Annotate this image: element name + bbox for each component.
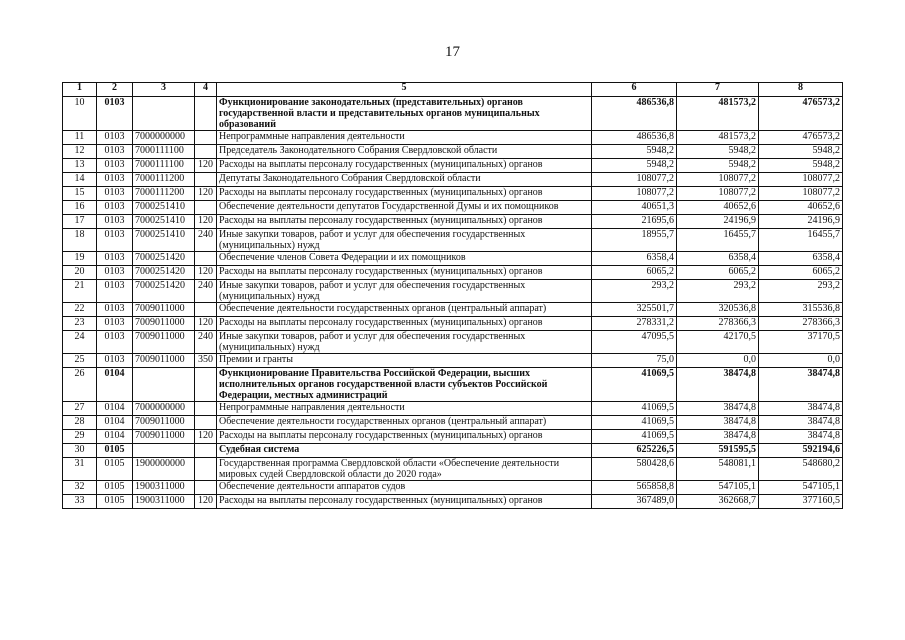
item-name: Обеспечение деятельности государственных органов (центральный аппарат) bbox=[217, 416, 592, 430]
item-name: Функционирование Правительства Российской Федерации, высших исполнительных органов государственной власти субъектов Российской Федерации, местных администраций bbox=[217, 368, 592, 402]
row-number: 30 bbox=[63, 444, 97, 458]
item-name: Непрограммные направления деятельности bbox=[217, 402, 592, 416]
table-row bbox=[63, 252, 843, 266]
section-code: 0105 bbox=[97, 495, 133, 509]
expense-type-code bbox=[195, 458, 217, 481]
row-number: 33 bbox=[63, 495, 97, 509]
row-number: 23 bbox=[63, 317, 97, 331]
row-number: 15 bbox=[63, 187, 97, 201]
section-code: 0103 bbox=[97, 215, 133, 229]
section-code: 0103 bbox=[97, 303, 133, 317]
header-col-7: 7 bbox=[677, 83, 759, 97]
section-code: 0103 bbox=[97, 280, 133, 303]
section-code: 0103 bbox=[97, 354, 133, 368]
target-article-code: 7009011000 bbox=[133, 331, 195, 354]
amount-col-6: 278331,2 bbox=[592, 317, 677, 331]
amount-col-8: 108077,2 bbox=[759, 187, 843, 201]
row-number: 31 bbox=[63, 458, 97, 481]
section-code: 0103 bbox=[97, 187, 133, 201]
row-number: 19 bbox=[63, 252, 97, 266]
amount-col-7: 16455,7 bbox=[677, 229, 759, 252]
amount-col-8: 16455,7 bbox=[759, 229, 843, 252]
expense-type-code: 120 bbox=[195, 495, 217, 509]
table-row bbox=[63, 266, 843, 280]
table-row bbox=[63, 430, 843, 444]
item-name: Иные закупки товаров, работ и услуг для обеспечения государственных (муниципальных) нужд bbox=[217, 331, 592, 354]
expense-type-code: 120 bbox=[195, 430, 217, 444]
item-name: Премии и гранты bbox=[217, 354, 592, 368]
table-row bbox=[63, 303, 843, 317]
table-row bbox=[63, 458, 843, 481]
amount-col-8: 6358,4 bbox=[759, 252, 843, 266]
table-row bbox=[63, 495, 843, 509]
amount-col-8: 37170,5 bbox=[759, 331, 843, 354]
target-article-code: 7000251410 bbox=[133, 229, 195, 252]
expense-type-code: 350 bbox=[195, 354, 217, 368]
target-article-code: 7000111200 bbox=[133, 187, 195, 201]
item-name: Иные закупки товаров, работ и услуг для обеспечения государственных (муниципальных) нужд bbox=[217, 280, 592, 303]
amount-col-6: 5948,2 bbox=[592, 159, 677, 173]
table-row bbox=[63, 159, 843, 173]
row-number: 28 bbox=[63, 416, 97, 430]
expense-type-code bbox=[195, 368, 217, 402]
amount-col-7: 320536,8 bbox=[677, 303, 759, 317]
amount-col-7: 38474,8 bbox=[677, 402, 759, 416]
expense-type-code: 120 bbox=[195, 215, 217, 229]
target-article-code bbox=[133, 444, 195, 458]
target-article-code: 7000111200 bbox=[133, 173, 195, 187]
target-article-code: 7000111100 bbox=[133, 159, 195, 173]
amount-col-6: 40651,3 bbox=[592, 201, 677, 215]
expense-type-code: 120 bbox=[195, 317, 217, 331]
expense-type-code: 120 bbox=[195, 187, 217, 201]
row-number: 22 bbox=[63, 303, 97, 317]
section-code: 0103 bbox=[97, 131, 133, 145]
amount-col-7: 362668,7 bbox=[677, 495, 759, 509]
amount-col-6: 486536,8 bbox=[592, 97, 677, 131]
amount-col-8: 38474,8 bbox=[759, 368, 843, 402]
amount-col-8: 38474,8 bbox=[759, 416, 843, 430]
target-article-code bbox=[133, 97, 195, 131]
amount-col-7: 0,0 bbox=[677, 354, 759, 368]
table-row bbox=[63, 215, 843, 229]
amount-col-8: 315536,8 bbox=[759, 303, 843, 317]
section-code: 0104 bbox=[97, 416, 133, 430]
amount-col-7: 481573,2 bbox=[677, 131, 759, 145]
target-article-code: 7009011000 bbox=[133, 317, 195, 331]
amount-col-7: 591595,5 bbox=[677, 444, 759, 458]
table-row bbox=[63, 481, 843, 495]
amount-col-7: 6358,4 bbox=[677, 252, 759, 266]
amount-col-6: 325501,7 bbox=[592, 303, 677, 317]
item-name: Расходы на выплаты персоналу государственных (муниципальных) органов bbox=[217, 430, 592, 444]
item-name: Иные закупки товаров, работ и услуг для обеспечения государственных (муниципальных) нужд bbox=[217, 229, 592, 252]
amount-col-8: 40652,6 bbox=[759, 201, 843, 215]
section-code: 0103 bbox=[97, 252, 133, 266]
target-article-code: 7009011000 bbox=[133, 303, 195, 317]
amount-col-6: 18955,7 bbox=[592, 229, 677, 252]
row-number: 12 bbox=[63, 145, 97, 159]
item-name: Обеспечение членов Совета Федерации и их помощников bbox=[217, 252, 592, 266]
expense-type-code bbox=[195, 173, 217, 187]
amount-col-8: 0,0 bbox=[759, 354, 843, 368]
section-code: 0103 bbox=[97, 159, 133, 173]
table-row bbox=[63, 131, 843, 145]
table-row bbox=[63, 444, 843, 458]
amount-col-6: 580428,6 bbox=[592, 458, 677, 481]
target-article-code: 7000111100 bbox=[133, 145, 195, 159]
section-code: 0105 bbox=[97, 458, 133, 481]
amount-col-8: 548680,2 bbox=[759, 458, 843, 481]
item-name: Расходы на выплаты персоналу государственных (муниципальных) органов bbox=[217, 495, 592, 509]
row-number: 11 bbox=[63, 131, 97, 145]
amount-col-6: 21695,6 bbox=[592, 215, 677, 229]
row-number: 13 bbox=[63, 159, 97, 173]
header-col-2: 2 bbox=[97, 83, 133, 97]
amount-col-8: 38474,8 bbox=[759, 402, 843, 416]
table-row bbox=[63, 402, 843, 416]
section-code: 0103 bbox=[97, 97, 133, 131]
expense-type-code: 120 bbox=[195, 159, 217, 173]
target-article-code: 1900311000 bbox=[133, 495, 195, 509]
table-row bbox=[63, 187, 843, 201]
amount-col-8: 476573,2 bbox=[759, 97, 843, 131]
amount-col-7: 293,2 bbox=[677, 280, 759, 303]
amount-col-7: 278366,3 bbox=[677, 317, 759, 331]
row-number: 26 bbox=[63, 368, 97, 402]
amount-col-7: 548081,1 bbox=[677, 458, 759, 481]
row-number: 18 bbox=[63, 229, 97, 252]
row-number: 21 bbox=[63, 280, 97, 303]
amount-col-7: 38474,8 bbox=[677, 416, 759, 430]
item-name: Депутаты Законодательного Собрания Свердловской области bbox=[217, 173, 592, 187]
target-article-code: 7000251420 bbox=[133, 280, 195, 303]
table-row bbox=[63, 97, 843, 131]
amount-col-8: 592194,6 bbox=[759, 444, 843, 458]
item-name: Обеспечение деятельности государственных органов (центральный аппарат) bbox=[217, 303, 592, 317]
target-article-code: 7009011000 bbox=[133, 354, 195, 368]
section-code: 0103 bbox=[97, 266, 133, 280]
target-article-code: 7000251420 bbox=[133, 266, 195, 280]
target-article-code: 7000251410 bbox=[133, 215, 195, 229]
amount-col-7: 5948,2 bbox=[677, 159, 759, 173]
section-code: 0103 bbox=[97, 229, 133, 252]
item-name: Расходы на выплаты персоналу государственных (муниципальных) органов bbox=[217, 159, 592, 173]
expense-type-code bbox=[195, 131, 217, 145]
section-code: 0103 bbox=[97, 173, 133, 187]
amount-col-6: 565858,8 bbox=[592, 481, 677, 495]
amount-col-7: 547105,1 bbox=[677, 481, 759, 495]
row-number: 10 bbox=[63, 97, 97, 131]
section-code: 0104 bbox=[97, 430, 133, 444]
section-code: 0103 bbox=[97, 317, 133, 331]
row-number: 29 bbox=[63, 430, 97, 444]
item-name: Обеспечение деятельности депутатов Государственной Думы и их помощников bbox=[217, 201, 592, 215]
row-number: 17 bbox=[63, 215, 97, 229]
expense-type-code bbox=[195, 402, 217, 416]
amount-col-6: 108077,2 bbox=[592, 187, 677, 201]
amount-col-7: 5948,2 bbox=[677, 145, 759, 159]
expense-type-code: 240 bbox=[195, 229, 217, 252]
page-number: 17 bbox=[445, 44, 460, 60]
table-row bbox=[63, 229, 843, 252]
amount-col-7: 108077,2 bbox=[677, 187, 759, 201]
table-row bbox=[63, 416, 843, 430]
section-code: 0105 bbox=[97, 481, 133, 495]
amount-col-6: 47095,5 bbox=[592, 331, 677, 354]
table-row bbox=[63, 173, 843, 187]
header-col-5: 5 bbox=[217, 83, 592, 97]
expense-type-code bbox=[195, 481, 217, 495]
item-name: Расходы на выплаты персоналу государственных (муниципальных) органов bbox=[217, 187, 592, 201]
row-number: 14 bbox=[63, 173, 97, 187]
amount-col-6: 367489,0 bbox=[592, 495, 677, 509]
amount-col-8: 6065,2 bbox=[759, 266, 843, 280]
target-article-code: 1900000000 bbox=[133, 458, 195, 481]
row-number: 24 bbox=[63, 331, 97, 354]
section-code: 0103 bbox=[97, 331, 133, 354]
target-article-code: 7009011000 bbox=[133, 416, 195, 430]
amount-col-6: 41069,5 bbox=[592, 430, 677, 444]
target-article-code bbox=[133, 368, 195, 402]
amount-col-6: 41069,5 bbox=[592, 402, 677, 416]
target-article-code: 7009011000 bbox=[133, 430, 195, 444]
amount-col-6: 41069,5 bbox=[592, 416, 677, 430]
table-row bbox=[63, 331, 843, 354]
amount-col-6: 41069,5 bbox=[592, 368, 677, 402]
amount-col-7: 108077,2 bbox=[677, 173, 759, 187]
target-article-code: 1900311000 bbox=[133, 481, 195, 495]
item-name: Судебная система bbox=[217, 444, 592, 458]
expense-type-code: 120 bbox=[195, 266, 217, 280]
table-row bbox=[63, 145, 843, 159]
item-name: Председатель Законодательного Собрания Свердловской области bbox=[217, 145, 592, 159]
item-name: Обеспечение деятельности аппаратов судов bbox=[217, 481, 592, 495]
header-col-6: 6 bbox=[592, 83, 677, 97]
amount-col-7: 481573,2 bbox=[677, 97, 759, 131]
amount-col-7: 38474,8 bbox=[677, 430, 759, 444]
target-article-code: 7000251410 bbox=[133, 201, 195, 215]
item-name: Расходы на выплаты персоналу государственных (муниципальных) органов bbox=[217, 266, 592, 280]
expense-type-code bbox=[195, 97, 217, 131]
amount-col-6: 293,2 bbox=[592, 280, 677, 303]
header-col-3: 3 bbox=[133, 83, 195, 97]
item-name: Расходы на выплаты персоналу государственных (муниципальных) органов bbox=[217, 215, 592, 229]
amount-col-6: 75,0 bbox=[592, 354, 677, 368]
expense-type-code bbox=[195, 252, 217, 266]
section-code: 0105 bbox=[97, 444, 133, 458]
row-number: 25 bbox=[63, 354, 97, 368]
header-col-1: 1 bbox=[63, 83, 97, 97]
amount-col-8: 476573,2 bbox=[759, 131, 843, 145]
expense-type-code: 240 bbox=[195, 331, 217, 354]
amount-col-7: 6065,2 bbox=[677, 266, 759, 280]
budget-table bbox=[62, 82, 843, 509]
amount-col-7: 24196,9 bbox=[677, 215, 759, 229]
expense-type-code bbox=[195, 303, 217, 317]
section-code: 0104 bbox=[97, 368, 133, 402]
item-name: Государственная программа Свердловской области «Обеспечение деятельности мировых судей Свердловской области до 2020 года» bbox=[217, 458, 592, 481]
amount-col-6: 625226,5 bbox=[592, 444, 677, 458]
header-col-8: 8 bbox=[759, 83, 843, 97]
amount-col-6: 6065,2 bbox=[592, 266, 677, 280]
row-number: 16 bbox=[63, 201, 97, 215]
table-body bbox=[63, 97, 843, 509]
item-name: Расходы на выплаты персоналу государственных (муниципальных) органов bbox=[217, 317, 592, 331]
target-article-code: 7000000000 bbox=[133, 402, 195, 416]
amount-col-8: 278366,3 bbox=[759, 317, 843, 331]
header-col-4: 4 bbox=[195, 83, 217, 97]
expense-type-code bbox=[195, 201, 217, 215]
amount-col-8: 24196,9 bbox=[759, 215, 843, 229]
expense-type-code bbox=[195, 444, 217, 458]
table-row bbox=[63, 317, 843, 331]
section-code: 0103 bbox=[97, 145, 133, 159]
amount-col-7: 42170,5 bbox=[677, 331, 759, 354]
item-name: Непрограммные направления деятельности bbox=[217, 131, 592, 145]
item-name: Функционирование законодательных (представительных) органов государственной власти и представительных органов муниципальных образований bbox=[217, 97, 592, 131]
amount-col-8: 108077,2 bbox=[759, 173, 843, 187]
table-row bbox=[63, 201, 843, 215]
amount-col-8: 293,2 bbox=[759, 280, 843, 303]
table-row bbox=[63, 280, 843, 303]
expense-type-code bbox=[195, 416, 217, 430]
amount-col-7: 40652,6 bbox=[677, 201, 759, 215]
expense-type-code: 240 bbox=[195, 280, 217, 303]
table-row bbox=[63, 354, 843, 368]
amount-col-7: 38474,8 bbox=[677, 368, 759, 402]
amount-col-8: 38474,8 bbox=[759, 430, 843, 444]
section-code: 0104 bbox=[97, 402, 133, 416]
amount-col-6: 486536,8 bbox=[592, 131, 677, 145]
row-number: 20 bbox=[63, 266, 97, 280]
amount-col-8: 377160,5 bbox=[759, 495, 843, 509]
amount-col-8: 547105,1 bbox=[759, 481, 843, 495]
amount-col-8: 5948,2 bbox=[759, 159, 843, 173]
section-code: 0103 bbox=[97, 201, 133, 215]
amount-col-6: 108077,2 bbox=[592, 173, 677, 187]
target-article-code: 7000251420 bbox=[133, 252, 195, 266]
table-row bbox=[63, 368, 843, 402]
expense-type-code bbox=[195, 145, 217, 159]
target-article-code: 7000000000 bbox=[133, 131, 195, 145]
table-header bbox=[63, 83, 843, 97]
amount-col-6: 5948,2 bbox=[592, 145, 677, 159]
row-number: 32 bbox=[63, 481, 97, 495]
row-number: 27 bbox=[63, 402, 97, 416]
amount-col-6: 6358,4 bbox=[592, 252, 677, 266]
amount-col-8: 5948,2 bbox=[759, 145, 843, 159]
